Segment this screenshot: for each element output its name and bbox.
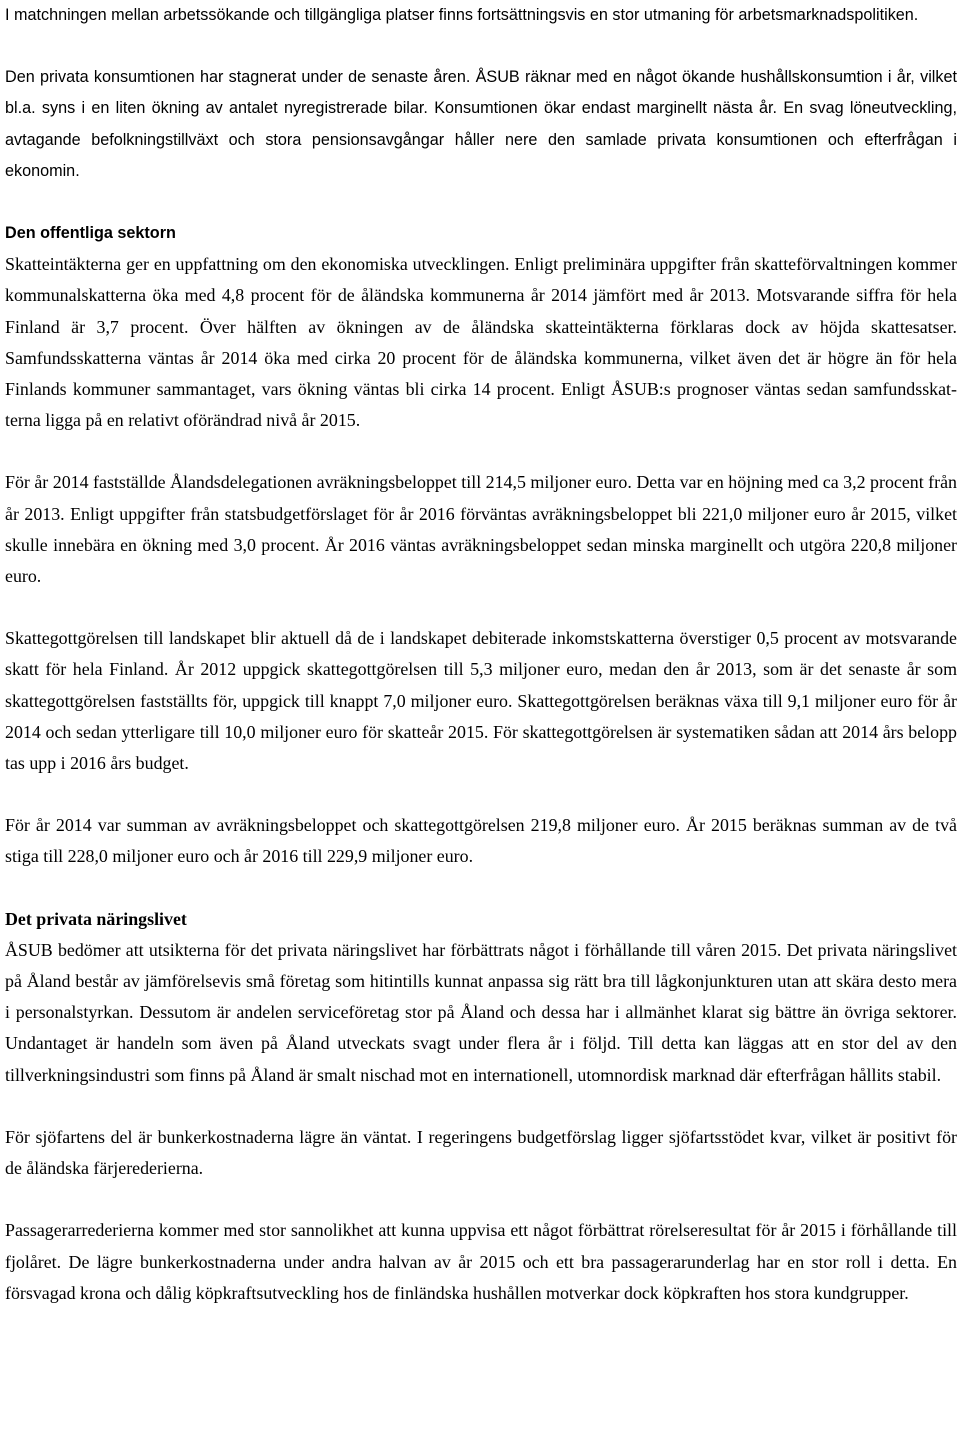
- paragraph-gap: [5, 779, 957, 810]
- paragraph-gap: [5, 1184, 957, 1215]
- paragraph-settlement-amount: För år 2014 fastställde Ålandsdelegationen avräkningsbeloppet till 214,5 miljoner euro. Detta var en höjning med ca 3,2 procent från år 2013. Enligt uppgifter från statsbudgetförslaget för år 2016 förväntas avräkningsbeloppet bli 221,0 miljoner euro år 2015, vilket skulle innebära en ökning med 3,0 procent. År 2016 väntas avräkningsbeloppet sedan minska marginellt och utgöra 220,8 miljoner euro.: [5, 472, 957, 587]
- paragraph-gap: [5, 1091, 957, 1122]
- paragraph-gap: [5, 436, 957, 467]
- heading-private-business: Det privata näringslivet: [5, 908, 187, 929]
- heading-public-sector: Den offentliga sektorn: [5, 224, 176, 243]
- paragraph-shipping: För sjöfartens del är bunkerkostnaderna lägre än väntat. I regeringens budgetförslag ligger sjöfartsstödet kvar, vilket är positivt för de åländska färjerederierna.: [5, 1126, 957, 1179]
- paragraph-passenger-shipping: Passagerarrederierna kommer med stor sannolikhet att kunna uppvisa ett något förbättrat rörelseresultat för år 2015 i förhållande till fjolåret. De lägre bunkerkostnaderna under andra halvan av år 2015 och ett bra passagerarunderlag har en stor roll i detta. En försvagad krona och dålig köpkraftsutveckling hos de finländska hushållen motverkar dock köpkraften hos stora kundgrupper.: [5, 1220, 957, 1303]
- paragraph-gap: [5, 31, 957, 62]
- document-page: [5, 0, 957, 1309]
- paragraph-total-sum: För år 2014 var summan av avräkningsbeloppet och skattegottgörelsen 219,8 miljoner euro. År 2015 beräknas summan av de två stiga till 228,0 miljoner euro och år 2016 till 229,9 miljoner euro.: [5, 815, 957, 867]
- paragraph-gap: [5, 873, 957, 904]
- paragraph-business-outlook: ÅSUB bedömer att utsikterna för det privata näringslivet har förbättrats något i förhållande till våren 2015. Det privata näringslivet på Åland består av jämförelsevis små företag som hitintills kunnat anpassa sig rätt bra till lågkonjunkturen utan att skära desto mera i personalstyrkan. Dessutom är andelen serviceföretag stor på Åland och dessa har i allmänhet klarat sig bättre än övriga sektorer. Undantaget är handeln som även på Åland utveckats svagt under flera år i följd. Till detta kan läggas att en stor del av den tillverkningsindustri som finns på Åland är smalt nischad mot en internationell, utomnordisk marknad där efterfrågan hållits stabil.: [5, 939, 957, 1085]
- paragraph-tax-compensation: Skattegottgörelsen till landskapet blir aktuell då de i landskapet debiterade inkomstskatterna överstiger 0,5 procent av motsvarande skatt för hela Finland. År 2012 uppgick skattegottgörelsen till 5,3 miljoner euro, medan den år 2013, som är det senaste år som skattegottgörelsen fastställts för, uppgick till knappt 7,0 miljoner euro. Skattegottgörelsen beräknas växa till 9,1 miljoner euro för år 2014 och sedan ytterligare till 10,0 miljoner euro för skatteår 2015. För skattegottgörelsen är systematiken sådan att 2014 års belopp tas upp i 2016 års budget.: [5, 628, 957, 774]
- paragraph-gap: [5, 592, 957, 623]
- paragraph-labour-matching: I matchningen mellan arbetssökande och tillgängliga platser finns fortsättningsvis en stor utmaning för arbetsmarknadspolitiken.: [5, 6, 919, 24]
- paragraph-tax-revenue: Skatteintäkterna ger en uppfattning om den ekonomiska utvecklingen. Enligt preliminära uppgifter från skatteförvaltningen kommer kommunalskatterna öka med 4,8 procent för de åländska kommunerna år 2014 jämfört med år 2013. Motsvarande siffra för hela Finland är 3,7 procent. Över hälften av ökningen av de åländska skatteintäkterna förklaras dock av höjda skattesatser. Samfundsskatterna väntas år 2014 öka med cirka 20 procent för de åländska kommunerna, vilket även det är högre än för hela Finlands kommuner sammantaget, vars ökning väntas bli cirka 14 procent. Enligt ÅSUB:s prognoser väntas sedan samfundsskatterna ligga på en relativt oförändrad nivå år 2015.: [5, 254, 957, 431]
- paragraph-gap: [5, 187, 957, 218]
- paragraph-private-consumption: Den privata konsumtionen har stagnerat under de senaste åren. ÅSUB räknar med en något ökande hushållskonsumtion i år, vilket bl.a. syns i en liten ökning av antalet nyregistrerade bilar. Konsumtionen ökar endast marginellt nästa år. En svag löneutveckling, avtagande befolkningstillväxt och stora pensionsavgångar håller nere den samlade privata konsumtionen och efterfrågan i ekonomin.: [5, 68, 957, 180]
